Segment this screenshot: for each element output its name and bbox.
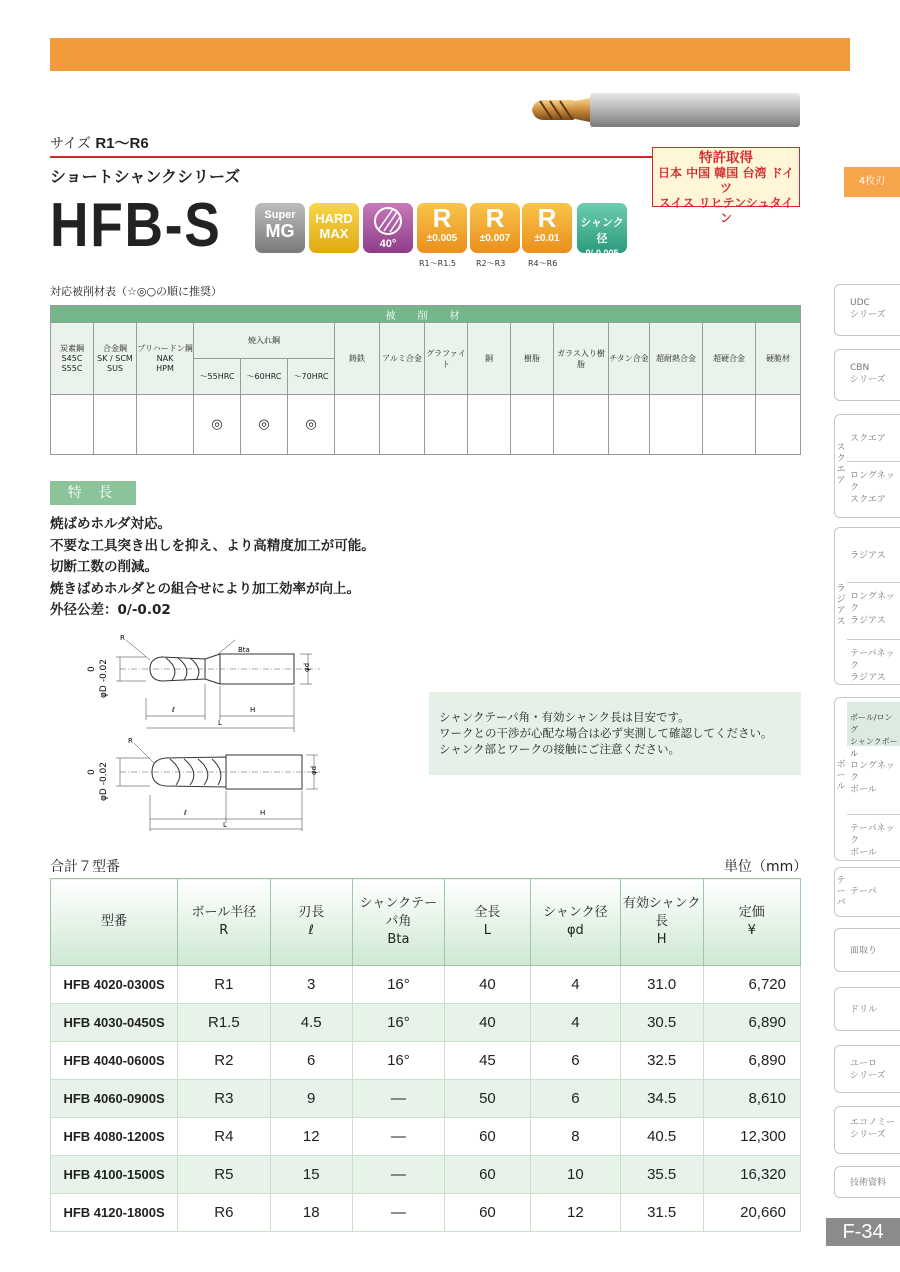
table-cell: R2 — [178, 1042, 270, 1080]
badge-shank-tol: 0/-0.005 — [585, 248, 619, 258]
table-cell: 6,890 — [703, 1042, 800, 1080]
spec-header-cell — [620, 879, 703, 966]
size-prefix: サイズ — [50, 136, 91, 152]
table-cell: — — [352, 1118, 444, 1156]
table-cell: 6,890 — [703, 1004, 800, 1042]
sidebar-item-udc[interactable] — [834, 284, 900, 336]
table-cell: 10 — [530, 1156, 620, 1194]
unit-label: 単位（mm） — [724, 859, 808, 875]
sidebar-item-long-neck-ball[interactable]: ロングネック — [850, 761, 895, 783]
model-number-cell: HFB 4100-1500S — [51, 1156, 178, 1194]
label-zero: 0 — [87, 666, 97, 672]
spec-header-symbol: L — [483, 923, 492, 938]
table-cell: 4.5 — [270, 1004, 352, 1042]
mat-carbon-g2: S55C — [61, 363, 83, 373]
spec-header-symbol: φd — [566, 923, 584, 938]
sidebar-item-chamfer[interactable] — [834, 928, 900, 972]
table-cell: 9 — [270, 1080, 352, 1118]
table-cell: 16° — [352, 1004, 444, 1042]
mat-hrc55: 〜55HRC — [194, 359, 241, 395]
features-tab: 特 長 — [50, 481, 136, 505]
table-cell: 60 — [444, 1118, 530, 1156]
sidebar-group-label: スクエア — [836, 443, 846, 486]
badge-r3-tol: ±0.01 — [534, 233, 560, 244]
feature-line: 不要な工具突き出しを抑え、より高精度加工が可能。 — [50, 537, 375, 554]
model-number-cell: HFB 4120-1800S — [51, 1194, 178, 1232]
sidebar-label: CBN — [850, 363, 870, 373]
table-cell: R5 — [178, 1156, 270, 1194]
total-models: 合計７型番 — [50, 859, 120, 875]
hard-max-badge — [309, 203, 359, 253]
label-h: H — [250, 706, 256, 714]
table-cell: 16° — [352, 966, 444, 1004]
label-zero-2: 0 — [87, 769, 97, 775]
note-line: ワークとの干渉が心配な場合は必ず実測して確認してください。 — [439, 726, 773, 740]
caution-note — [429, 692, 801, 775]
mat-alloy-g2: SUS — [106, 363, 123, 373]
feature-line: 焼ばめホルダ対応。 — [50, 516, 171, 532]
sidebar-item-long-neck-radius[interactable]: ロングネック — [850, 592, 895, 614]
mat-hardened: 焼入れ鋼 — [194, 323, 335, 359]
model-number-cell: HFB 4080-1200S — [51, 1118, 178, 1156]
mat-prehard — [137, 323, 194, 395]
sidebar-label: 技術資料 — [850, 1178, 887, 1188]
mat-hrc60: 〜60HRC — [241, 359, 288, 395]
feature-line: 焼きばめホルダとの組合せにより加工効率が向上。 — [50, 580, 360, 597]
mat-alloy-name: 合金鋼 — [103, 343, 127, 353]
label-dia: φD -0.02 — [99, 658, 109, 698]
spec-header-label: 有効シャンク長 — [622, 896, 701, 929]
page-number: F-34 — [826, 1218, 900, 1246]
table-cell: 31.5 — [620, 1194, 703, 1232]
sidebar-label: シリーズ — [850, 1130, 886, 1140]
spec-header-cell — [530, 879, 620, 966]
sidebar-label: ラジアス — [850, 616, 886, 626]
sidebar-label: シリーズ — [850, 310, 886, 320]
sidebar-label: シリーズ — [850, 375, 886, 385]
table-cell: 6 — [530, 1080, 620, 1118]
table-row — [51, 1004, 801, 1042]
table-row — [51, 1080, 801, 1118]
r-range-caption-1: R1〜R1.5 — [419, 259, 456, 268]
badge-r3: R — [537, 203, 557, 233]
sidebar-label: エコノミー — [850, 1118, 896, 1128]
mat-prehard-g1: NAK — [156, 353, 174, 363]
badge-r2: R — [485, 203, 505, 233]
sidebar-item-radius[interactable]: ラジアス — [850, 551, 886, 561]
patent-countries-2: スイス リヒテンシュタイン — [658, 196, 794, 225]
model-number-cell: HFB 4020-0300S — [51, 966, 178, 1004]
label-l-small-2: ℓ — [184, 809, 187, 817]
red-divider — [50, 156, 700, 158]
table-cell: 12 — [270, 1118, 352, 1156]
spec-header-cell — [270, 879, 352, 966]
mat-carbon-g1: S45C — [61, 353, 83, 363]
label-h-2: H — [260, 809, 266, 817]
table-row — [51, 1042, 801, 1080]
sidebar-item-taper[interactable] — [834, 867, 900, 917]
model-number-cell: HFB 4030-0450S — [51, 1004, 178, 1042]
end-mill-photo — [530, 90, 802, 130]
mat-resin: 樹脂 — [511, 323, 554, 395]
table-cell: 6,720 — [703, 966, 800, 1004]
table-cell: 8 — [530, 1118, 620, 1156]
spec-header-cell — [51, 879, 178, 966]
spec-header-symbol: H — [656, 932, 667, 947]
sidebar-item-drill[interactable] — [834, 987, 900, 1031]
sidebar-item-square[interactable]: スクエア — [850, 434, 886, 444]
label-r: R — [120, 634, 125, 642]
r-tolerance-badge-2 — [470, 203, 520, 253]
mat-cast: 鋳鉄 — [335, 323, 380, 395]
badge-angle-text: 40° — [379, 238, 397, 250]
table-cell: R4 — [178, 1118, 270, 1156]
label-phi-d-2: φd — [310, 765, 318, 775]
table-cell: 12 — [530, 1194, 620, 1232]
mat-alloy — [94, 323, 137, 395]
sidebar-label: ドリル — [850, 1005, 878, 1015]
flute-count-tab[interactable]: 4枚刃 — [844, 167, 900, 197]
sidebar-label: シリーズ — [850, 1071, 886, 1081]
sidebar-item-tech[interactable] — [834, 1166, 900, 1198]
sidebar-group-radius — [834, 527, 900, 685]
table-row — [51, 1194, 801, 1232]
table-row — [51, 1118, 801, 1156]
badge-hard-text: HARD — [315, 211, 353, 226]
table-cell: 12,300 — [703, 1118, 800, 1156]
model-title: HFB-S — [50, 191, 222, 260]
table-cell: 32.5 — [620, 1042, 703, 1080]
table-cell: 16,320 — [703, 1156, 800, 1194]
mat-copper: 銅 — [468, 323, 511, 395]
spec-header-label: 刃長 — [298, 905, 325, 920]
table-cell: 15 — [270, 1156, 352, 1194]
model-number-cell: HFB 4040-0600S — [51, 1042, 178, 1080]
helix-icon — [363, 203, 413, 237]
mat-prehard-name: プリハードン鋼 — [137, 343, 193, 353]
label-r-2: R — [128, 737, 133, 745]
spec-header-cell — [352, 879, 444, 966]
sidebar-group-ball — [834, 697, 900, 861]
spec-header-cell — [703, 879, 800, 966]
spec-header-label: 型番 — [101, 914, 128, 929]
table-row — [51, 966, 801, 1004]
spec-header-label: ボール半径 — [191, 905, 257, 920]
spec-header-label: シャンク径 — [543, 905, 608, 920]
sidebar-label: テーパ — [850, 887, 877, 897]
size-range: R1〜R6 — [95, 135, 149, 152]
spec-header-symbol: ℓ — [308, 923, 314, 938]
sidebar-group-square — [834, 414, 900, 518]
table-cell: 50 — [444, 1080, 530, 1118]
table-cell: — — [352, 1080, 444, 1118]
spec-header-symbol: R — [219, 923, 229, 938]
table-cell: 35.5 — [620, 1156, 703, 1194]
super-mg-badge — [255, 203, 305, 253]
series-title: ショートシャンクシリーズ — [50, 167, 241, 186]
mat-hrc70: 〜70HRC — [288, 359, 335, 395]
sidebar-item-taper-neck-ball[interactable]: テーパネック — [850, 824, 895, 846]
size-line — [50, 132, 149, 153]
table-cell: 6 — [270, 1042, 352, 1080]
badge-super-text: Super — [264, 209, 296, 221]
mat-glass: ガラス入り樹脂 — [554, 323, 609, 395]
mark-hrc55: ◎ — [194, 395, 241, 455]
spec-header-cell — [178, 879, 270, 966]
mat-carbon — [51, 323, 94, 395]
table-cell: R1.5 — [178, 1004, 270, 1042]
mat-brittle: 硬脆材 — [756, 323, 801, 395]
badge-mg-text: MG — [265, 221, 295, 241]
mat-carbon-name: 炭素鋼 — [60, 343, 84, 353]
top-color-bar — [50, 38, 850, 71]
mat-titanium: チタン合金 — [609, 323, 650, 395]
spec-header-cell — [444, 879, 530, 966]
table-cell: R1 — [178, 966, 270, 1004]
note-line: シャンク部とワークの接触にご注意ください。 — [439, 742, 681, 756]
sidebar-label: 面取り — [850, 946, 878, 956]
spec-header-row — [51, 879, 801, 966]
mat-prehard-g2: HPM — [156, 363, 174, 373]
table-cell: R3 — [178, 1080, 270, 1118]
badge-r1: R — [432, 203, 452, 233]
r-tolerance-badge-1 — [417, 203, 467, 253]
label-phi-d: φd — [303, 662, 311, 672]
table-cell: 40 — [444, 1004, 530, 1042]
badge-r2-tol: ±0.007 — [479, 233, 511, 244]
sidebar-group-label: テーパ — [836, 876, 846, 908]
spec-header-symbol: ¥ — [747, 923, 756, 938]
table-cell: R6 — [178, 1194, 270, 1232]
patent-countries-1: 日本 中国 韓国 台湾 ドイツ — [657, 166, 795, 195]
table-cell: 45 — [444, 1042, 530, 1080]
table-cell: 4 — [530, 966, 620, 1004]
badge-r1-tol: ±0.005 — [426, 233, 458, 244]
drawing-top — [80, 630, 330, 740]
sidebar-item-taper-neck-radius[interactable]: テーパネック — [850, 649, 895, 671]
sidebar-group-label: ボール — [836, 760, 846, 792]
mat-alloy-g1: SK / SCM — [97, 353, 133, 363]
features-list — [50, 514, 375, 622]
table-cell: 8,610 — [703, 1080, 800, 1118]
label-l-2: L — [223, 821, 227, 829]
label-l: L — [218, 719, 222, 727]
sidebar-label: UDC — [850, 298, 870, 308]
note-line: シャンクテーパ角・有効シャンク長は目安です。 — [439, 710, 690, 724]
spec-header-symbol: Bta — [387, 932, 410, 947]
sidebar-item-long-neck-square[interactable]: ロングネック — [850, 471, 895, 493]
sidebar-label: ボール — [850, 785, 877, 795]
sidebar-item-euro[interactable] — [834, 1045, 900, 1093]
model-number-cell: HFB 4060-0900S — [51, 1080, 178, 1118]
sidebar-label: ボール/ロング — [850, 713, 893, 734]
sidebar-label: スクエア — [850, 495, 886, 505]
spec-header-label: 定価 — [738, 905, 765, 920]
table-cell: 30.5 — [620, 1004, 703, 1042]
mat-alu: アルミ合金 — [380, 323, 425, 395]
material-header: 被 削 材 — [51, 306, 801, 323]
helix-angle-badge — [363, 203, 413, 253]
sidebar-item-economy[interactable] — [834, 1106, 900, 1154]
sidebar-item-ball-long-shank[interactable] — [847, 702, 900, 758]
table-cell: — — [352, 1194, 444, 1232]
table-cell: 31.0 — [620, 966, 703, 1004]
material-table — [50, 305, 801, 455]
table-cell: 16° — [352, 1042, 444, 1080]
sidebar-item-cbn[interactable] — [834, 349, 900, 401]
mark-hrc70: ◎ — [288, 395, 335, 455]
r-range-caption-3: R4〜R6 — [528, 259, 558, 268]
label-bta: Bta — [238, 646, 250, 654]
mat-carbide: 超硬合金 — [703, 323, 756, 395]
table-row — [51, 1156, 801, 1194]
r-range-caption-2: R2〜R3 — [476, 259, 506, 268]
sidebar-label: シャンクボール — [850, 737, 898, 758]
table-cell: 40.5 — [620, 1118, 703, 1156]
table-cell: 6 — [530, 1042, 620, 1080]
spec-header-label: 全長 — [474, 905, 501, 920]
mark-hrc60: ◎ — [241, 395, 288, 455]
table-cell: 60 — [444, 1194, 530, 1232]
r-tolerance-badge-3 — [522, 203, 572, 253]
mat-heat: 超耐熱合金 — [650, 323, 703, 395]
sidebar-label: ボール — [850, 848, 877, 858]
badge-shank-text: シャンク径 — [580, 217, 624, 245]
table-cell: 4 — [530, 1004, 620, 1042]
mat-graphite: グラファイト — [425, 323, 468, 395]
table-cell: 20,660 — [703, 1194, 800, 1232]
spec-header-label: シャンクテーパ角 — [359, 896, 438, 929]
patent-box — [652, 147, 800, 225]
sidebar-group-label: ラジアス — [836, 584, 846, 627]
table-cell: 60 — [444, 1156, 530, 1194]
sidebar-label: ラジアス — [850, 673, 886, 683]
drawing-bottom — [80, 735, 330, 835]
feature-line: 外径公差：0/-0.02 — [50, 602, 171, 618]
material-caption: 対応被削材表（☆◎○の順に推奨） — [50, 285, 223, 298]
table-cell: 18 — [270, 1194, 352, 1232]
table-cell: 34.5 — [620, 1080, 703, 1118]
table-cell: 40 — [444, 966, 530, 1004]
table-cell: — — [352, 1156, 444, 1194]
label-l-small: ℓ — [172, 706, 175, 714]
badge-max-text: MAX — [319, 226, 349, 241]
shank-tolerance-badge — [577, 203, 627, 258]
label-dia-2: φD -0.02 — [99, 761, 109, 801]
spec-table — [50, 878, 801, 1232]
sidebar-label: ユーロ — [850, 1059, 878, 1069]
feature-line: 切断工数の削減。 — [50, 559, 158, 575]
table-cell: 3 — [270, 966, 352, 1004]
patent-title: 特許取得 — [699, 150, 753, 166]
